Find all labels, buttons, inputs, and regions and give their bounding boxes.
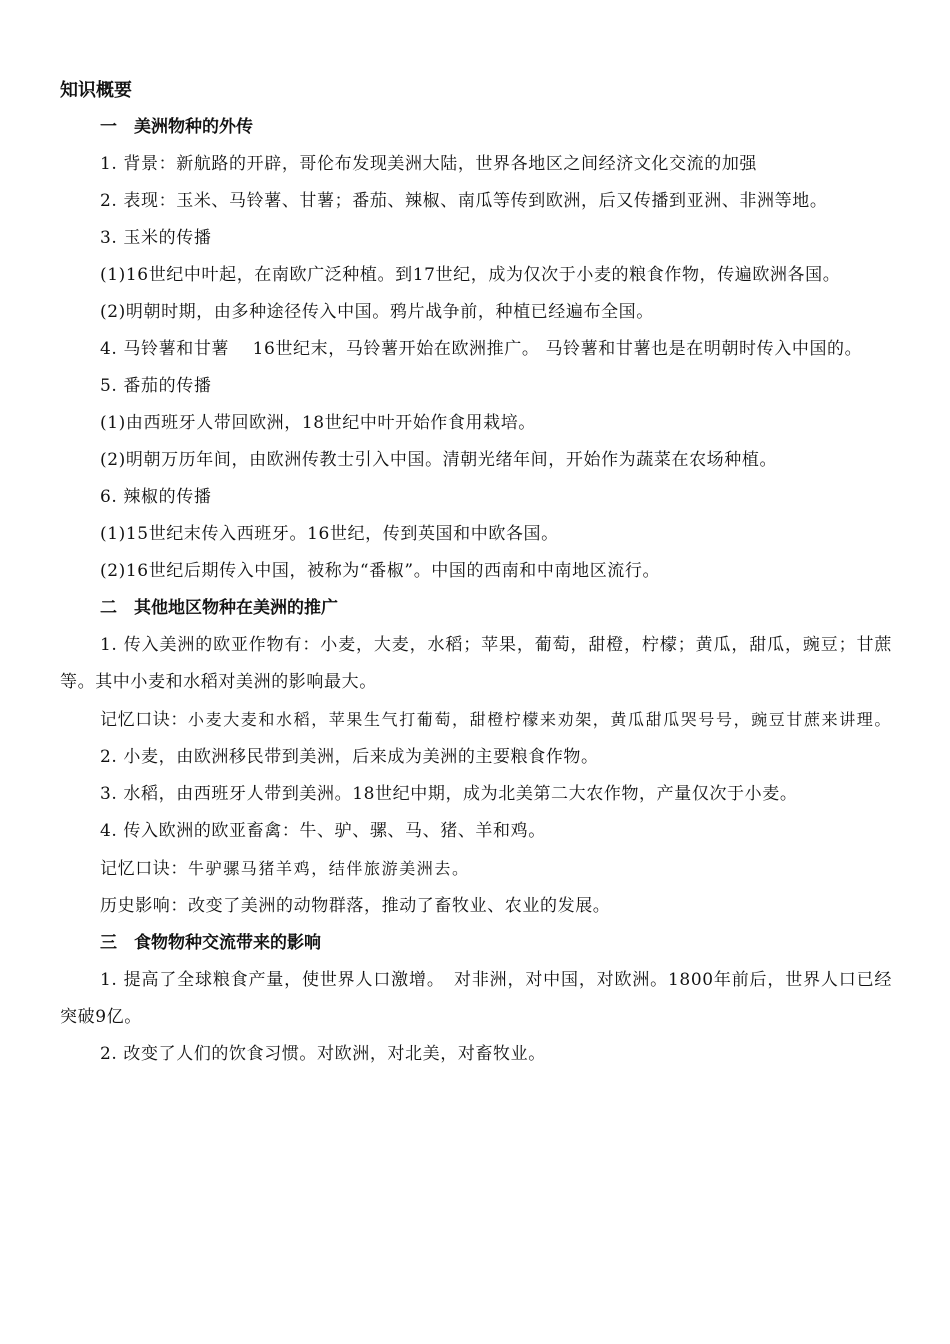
paragraph: (1)15世纪末传入西班牙。16世纪，传到英国和中欧各国。 <box>100 524 559 544</box>
memory-rhyme-2 <box>60 850 892 888</box>
paragraph: 6. 辣椒的传播 <box>100 487 212 507</box>
paragraph: 4. 传入欧洲的欧亚畜禽：牛、驴、骡、马、猪、羊和鸡。 <box>100 821 546 841</box>
paragraph: 历史影响：改变了美洲的动物群落，推动了畜牧业、农业的发展。 <box>100 896 611 916</box>
paragraph: (2)明朝万历年间，由欧洲传教士引入中国。清朝光绪年间，开始作为蔬菜在农场种植。 <box>100 450 778 470</box>
document-page <box>60 72 892 1073</box>
memory-rhyme-text: 小麦大麦和水稻，苹果生气打葡萄，甜橙柠檬来劝架，黄瓜甜瓜哭号号，豌豆甘蔗来讲理。 <box>188 710 893 729</box>
paragraph: 3. 水稻，由西班牙人带到美洲。18世纪中期，成为北美第二大农作物，产量仅次于小麦。 <box>100 784 798 804</box>
section-heading-2: 二 其他地区物种在美洲的推广 <box>100 598 338 618</box>
memory-rhyme-label: 记忆口诀： <box>100 710 188 730</box>
paragraph: 1. 提高了全球粮食产量，使世界人口激增。 对非洲，对中国，对欧洲。1800年前后，世界人口已经突破9亿。 <box>60 970 892 1027</box>
paragraph: (1)由西班牙人带回欧洲，18世纪中叶开始作食用栽培。 <box>100 413 536 433</box>
paragraph: 2. 小麦，由欧洲移民带到美洲，后来成为美洲的主要粮食作物。 <box>100 747 599 767</box>
paragraph: (1)16世纪中叶起，在南欧广泛种植。到17世纪，成为仅次于小麦的粮食作物，传遍欧洲各国。 <box>100 265 841 285</box>
paragraph: 1. 传入美洲的欧亚作物有：小麦，大麦，水稻；苹果，葡萄，甜橙，柠檬；黄瓜，甜瓜，豌豆；甘蔗等。其中小麦和水稻对美洲的影响最大。 <box>60 635 892 692</box>
memory-rhyme-1 <box>60 701 892 739</box>
paragraph: 4. 马铃薯和甘薯 16世纪末，马铃薯开始在欧洲推广。 马铃薯和甘薯也是在明朝时传入中国的。 <box>100 339 863 359</box>
paragraph: 5. 番茄的传播 <box>100 376 212 396</box>
paragraph: 1. 背景：新航路的开辟，哥伦布发现美洲大陆，世界各地区之间经济文化交流的加强 <box>100 154 758 174</box>
paragraph: (2)16世纪后期传入中国，被称为“番椒”。中国的西南和中南地区流行。 <box>100 561 661 581</box>
section-heading-1: 一 美洲物种的外传 <box>100 117 253 137</box>
paragraph: 3. 玉米的传播 <box>100 228 212 248</box>
page-title: 知识概要 <box>60 80 132 101</box>
paragraph: (2)明朝时期，由多种途径传入中国。鸦片战争前，种植已经遍布全国。 <box>100 302 654 322</box>
memory-rhyme-text: 牛驴骡马猪羊鸡，结伴旅游美洲去。 <box>188 859 470 878</box>
section-heading-3: 三 食物物种交流带来的影响 <box>100 933 321 953</box>
paragraph: 2. 改变了人们的饮食习惯。对欧洲，对北美，对畜牧业。 <box>100 1044 546 1064</box>
paragraph: 2. 表现：玉米、马铃薯、甘薯；番茄、辣椒、南瓜等传到欧洲，后又传播到亚洲、非洲等地。 <box>100 191 828 211</box>
memory-rhyme-label: 记忆口诀： <box>100 859 188 879</box>
